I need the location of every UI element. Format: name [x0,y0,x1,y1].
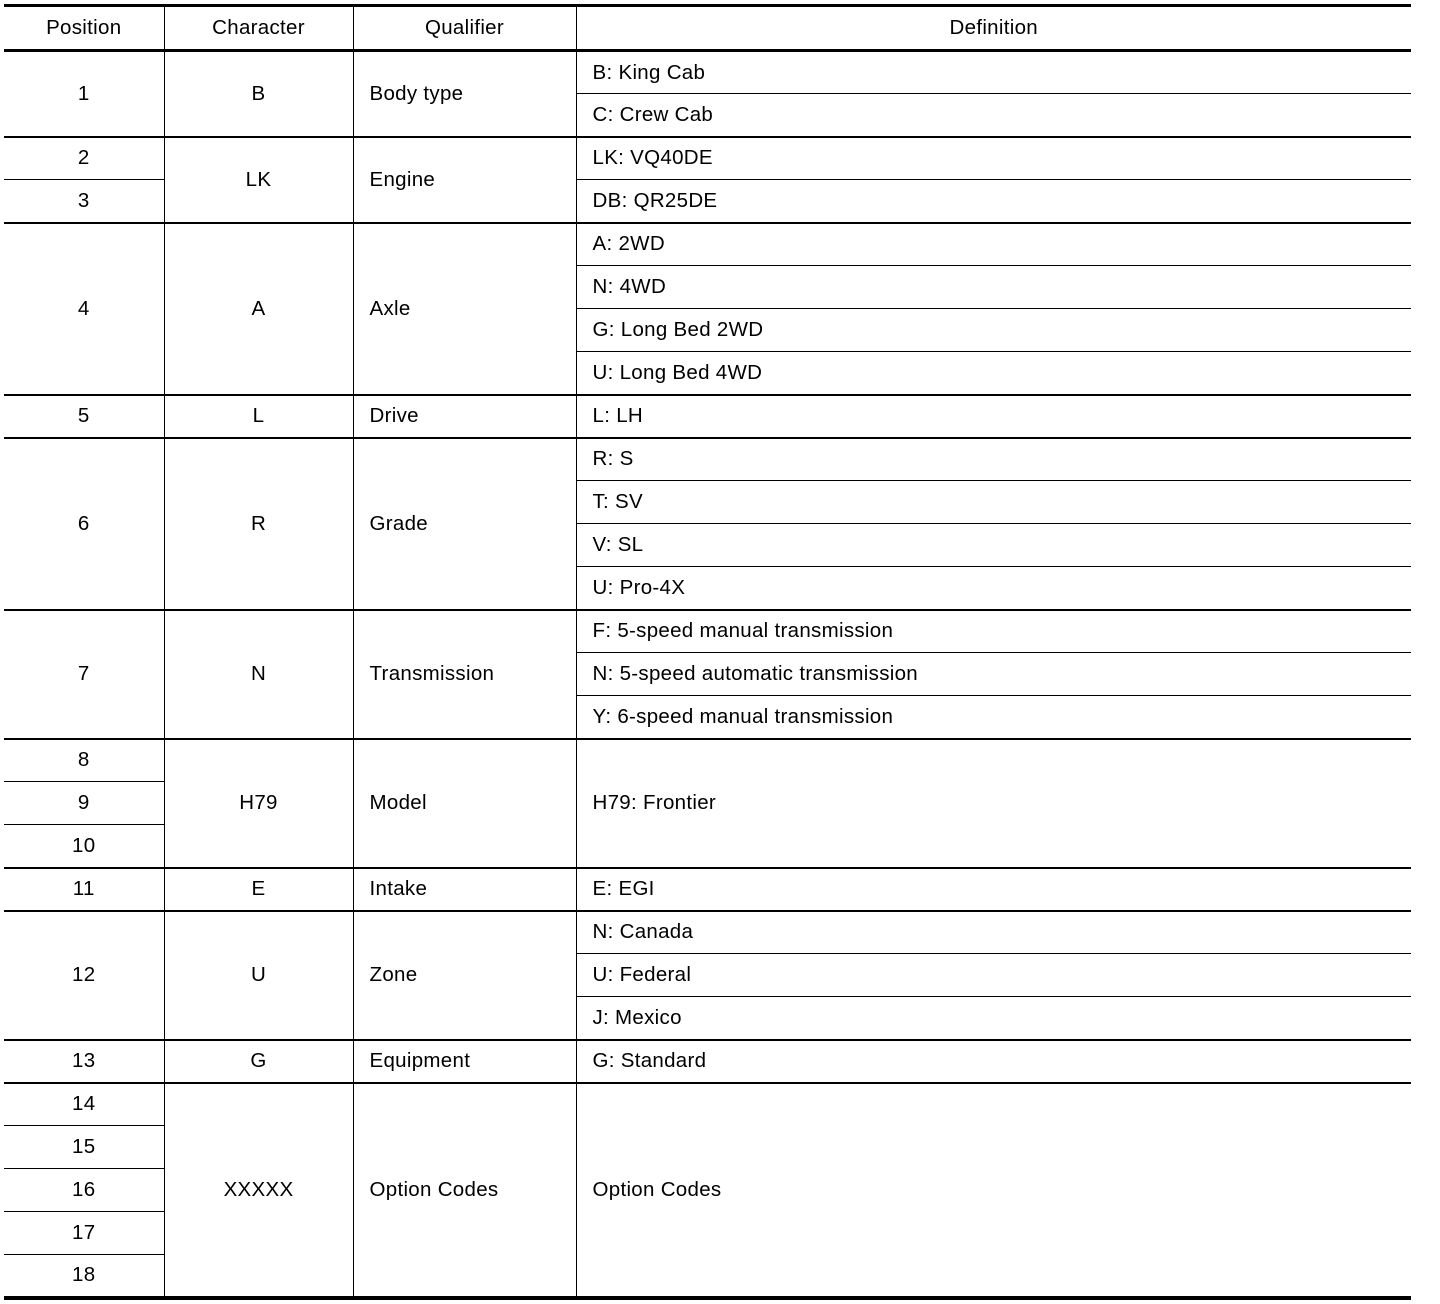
qualifier-cell: Body type [353,51,576,137]
definition-cell: V: SL [576,524,1411,567]
table-header [4,6,1411,51]
qualifier-cell: Engine [353,137,576,223]
definition-cell: Option Codes [576,1083,1411,1298]
definition-cell: N: Canada [576,911,1411,954]
position-cell: 13 [4,1040,164,1083]
table-row [4,395,1411,438]
table-body [4,51,1411,1298]
character-cell: A [164,223,353,395]
definition-cell: G: Long Bed 2WD [576,309,1411,352]
table-row [4,137,1411,180]
character-cell: H79 [164,739,353,868]
definition-cell: H79: Frontier [576,739,1411,868]
definition-cell: U: Long Bed 4WD [576,352,1411,395]
position-cell: 16 [4,1169,164,1212]
definition-cell: U: Federal [576,954,1411,997]
character-cell: N [164,610,353,739]
table-row [4,1083,1411,1126]
position-cell: 12 [4,911,164,1040]
position-cell: 14 [4,1083,164,1126]
position-cell: 9 [4,782,164,825]
table-row [4,51,1411,94]
vin-code-table [4,4,1411,1300]
position-cell: 18 [4,1255,164,1298]
character-cell: L [164,395,353,438]
position-cell: 4 [4,223,164,395]
qualifier-cell: Zone [353,911,576,1040]
definition-cell: C: Crew Cab [576,94,1411,137]
header-row [4,6,1411,51]
qualifier-cell: Model [353,739,576,868]
character-cell: E [164,868,353,911]
qualifier-cell: Equipment [353,1040,576,1083]
character-cell: LK [164,137,353,223]
position-cell: 8 [4,739,164,782]
definition-cell: J: Mexico [576,997,1411,1040]
position-cell: 1 [4,51,164,137]
definition-cell: U: Pro-4X [576,567,1411,610]
definition-cell: E: EGI [576,868,1411,911]
definition-cell: G: Standard [576,1040,1411,1083]
position-cell: 5 [4,395,164,438]
definition-cell: F: 5-speed manual transmission [576,610,1411,653]
table-row [4,911,1411,954]
qualifier-cell: Drive [353,395,576,438]
position-cell: 2 [4,137,164,180]
character-cell: U [164,911,353,1040]
definition-cell: N: 5-speed automatic transmission [576,653,1411,696]
position-cell: 15 [4,1126,164,1169]
definition-cell: Y: 6-speed manual transmission [576,696,1411,739]
qualifier-cell: Intake [353,868,576,911]
definition-cell: LK: VQ40DE [576,137,1411,180]
header-definition: Definition [576,6,1411,51]
table-row [4,739,1411,782]
header-qualifier: Qualifier [353,6,576,51]
position-cell: 17 [4,1212,164,1255]
table-row [4,610,1411,653]
table-row [4,868,1411,911]
definition-cell: R: S [576,438,1411,481]
qualifier-cell: Transmission [353,610,576,739]
character-cell: R [164,438,353,610]
character-cell: B [164,51,353,137]
table-row [4,438,1411,481]
definition-cell: A: 2WD [576,223,1411,266]
definition-cell: B: King Cab [576,51,1411,94]
position-cell: 3 [4,180,164,223]
definition-cell: T: SV [576,481,1411,524]
definition-cell: DB: QR25DE [576,180,1411,223]
position-cell: 11 [4,868,164,911]
definition-cell: N: 4WD [576,266,1411,309]
header-position: Position [4,6,164,51]
position-cell: 6 [4,438,164,610]
position-cell: 7 [4,610,164,739]
character-cell: XXXXX [164,1083,353,1298]
character-cell: G [164,1040,353,1083]
position-cell: 10 [4,825,164,868]
qualifier-cell: Grade [353,438,576,610]
table-row [4,1040,1411,1083]
table-row [4,223,1411,266]
qualifier-cell: Option Codes [353,1083,576,1298]
qualifier-cell: Axle [353,223,576,395]
definition-cell: L: LH [576,395,1411,438]
header-character: Character [164,6,353,51]
